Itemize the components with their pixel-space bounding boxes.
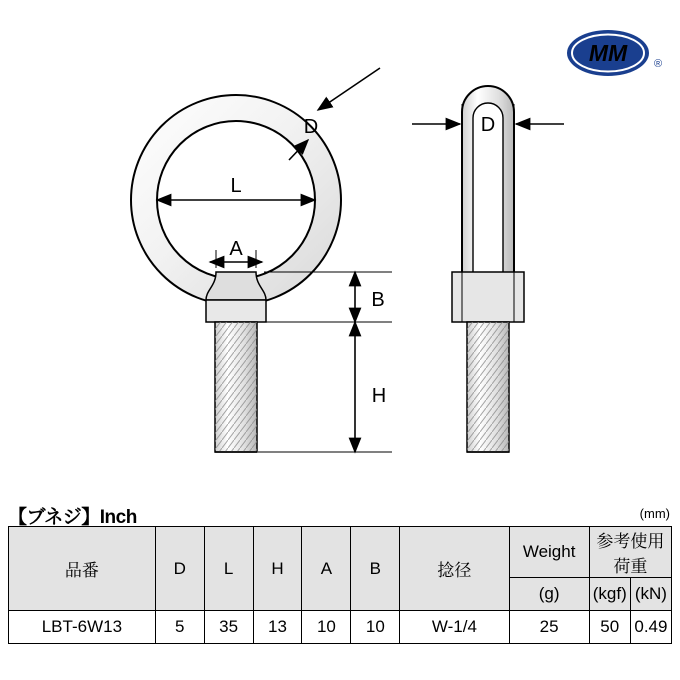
side-view-collar bbox=[452, 272, 524, 322]
svg-text:MM: MM bbox=[588, 40, 628, 66]
header-a: A bbox=[302, 527, 351, 611]
specification-table-block bbox=[8, 500, 672, 644]
header-twist: 捻径 bbox=[400, 527, 509, 611]
dimension-b bbox=[355, 272, 394, 322]
cell-h: 13 bbox=[253, 611, 302, 644]
front-view-shaft bbox=[215, 322, 257, 452]
cell-twist: W-1/4 bbox=[400, 611, 509, 644]
header-weight-unit: (g) bbox=[509, 578, 589, 611]
cell-a: 10 bbox=[302, 611, 351, 644]
cell-d: 5 bbox=[155, 611, 204, 644]
header-load: 参考使用荷重 bbox=[589, 527, 671, 578]
side-view-shaft bbox=[467, 322, 509, 452]
cell-weight: 25 bbox=[509, 611, 589, 644]
table-title: 【ブネジ】Inch bbox=[8, 507, 137, 528]
registered-trademark-icon: ® bbox=[654, 58, 663, 70]
header-h: H bbox=[253, 527, 302, 611]
label-l: L bbox=[230, 175, 242, 197]
cell-part-no: LBT-6W13 bbox=[9, 611, 156, 644]
dimension-h bbox=[355, 322, 394, 452]
label-d-front: D bbox=[303, 116, 319, 138]
cell-load-kn: 0.49 bbox=[630, 611, 671, 644]
header-weight: Weight bbox=[509, 527, 589, 578]
cell-l: 35 bbox=[204, 611, 253, 644]
label-h: H bbox=[371, 385, 387, 407]
label-b: B bbox=[371, 289, 385, 311]
label-d-side: D bbox=[480, 114, 496, 136]
header-load-kn: (kN) bbox=[630, 578, 671, 611]
header-d: D bbox=[155, 527, 204, 611]
front-view-collar bbox=[206, 272, 266, 322]
table-row bbox=[9, 611, 672, 644]
cell-b: 10 bbox=[351, 611, 400, 644]
header-l: L bbox=[204, 527, 253, 611]
table-header-row bbox=[9, 527, 672, 578]
table-unit-note: (mm) bbox=[639, 506, 670, 521]
header-part-no: 品番 bbox=[9, 527, 156, 611]
header-b: B bbox=[351, 527, 400, 611]
header-load-kgf: (kgf) bbox=[589, 578, 630, 611]
specification-table bbox=[8, 526, 672, 644]
dimension-d-front bbox=[289, 68, 380, 160]
cell-load-kgf: 50 bbox=[589, 611, 630, 644]
label-a: A bbox=[229, 238, 243, 260]
